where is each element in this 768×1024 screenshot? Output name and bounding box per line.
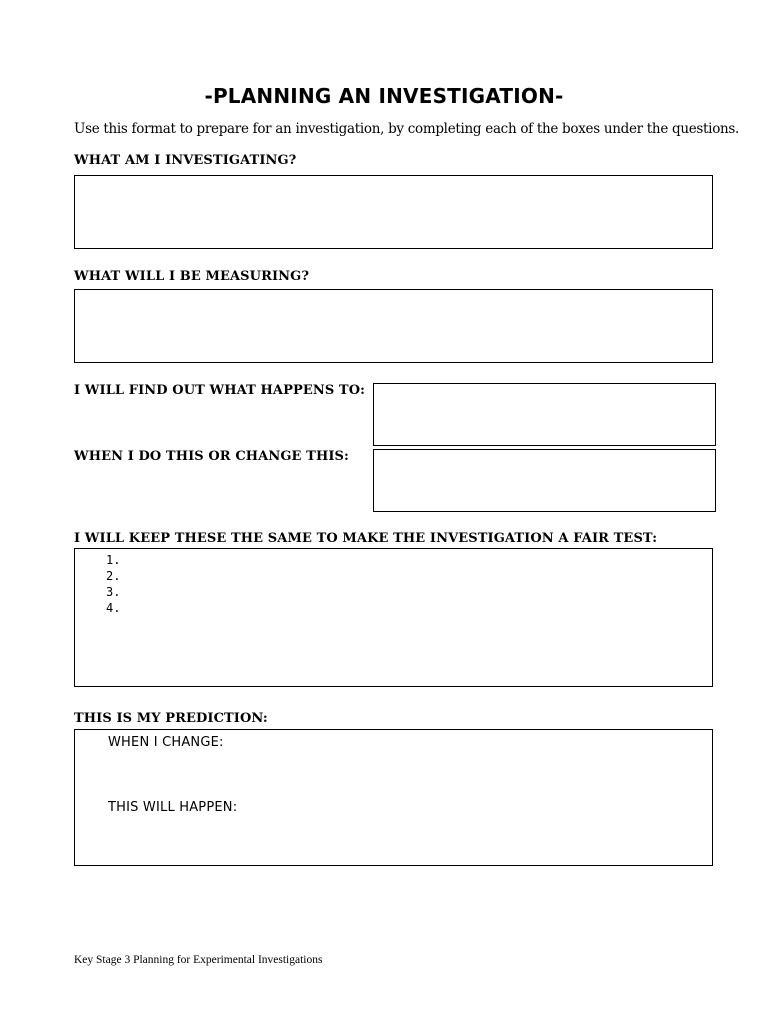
prediction-when-label: WHEN I CHANGE:	[108, 735, 224, 750]
list-item: 2.	[106, 569, 121, 583]
investigating-label: WHAT AM I INVESTIGATING?	[74, 153, 297, 168]
prediction-then-label: THIS WILL HAPPEN:	[108, 800, 238, 815]
investigating-answer-box[interactable]	[74, 175, 713, 249]
page-footer: Key Stage 3 Planning for Experimental Investigations	[74, 954, 323, 966]
list-item: 1.	[106, 553, 121, 567]
list-item: 4.	[106, 601, 121, 615]
fair-test-label: I WILL KEEP THESE THE SAME TO MAKE THE INVESTIGATION A FAIR TEST:	[74, 531, 658, 546]
change-label: WHEN I DO THIS OR CHANGE THIS:	[74, 449, 349, 464]
find-out-label: I WILL FIND OUT WHAT HAPPENS TO:	[74, 383, 366, 398]
prediction-label: THIS IS MY PREDICTION:	[74, 711, 268, 726]
fair-test-list	[106, 552, 120, 616]
page-title: -PLANNING AN INVESTIGATION-	[204, 84, 564, 108]
change-answer-box[interactable]	[373, 449, 716, 512]
find-out-answer-box[interactable]	[373, 383, 716, 446]
measuring-answer-box[interactable]	[74, 289, 713, 363]
measuring-label: WHAT WILL I BE MEASURING?	[74, 269, 310, 284]
list-item: 3.	[106, 585, 121, 599]
fair-test-answer-box[interactable]	[74, 548, 713, 687]
instructions-text: Use this format to prepare for an investigation, by completing each of the boxes under the questions.	[74, 121, 740, 137]
